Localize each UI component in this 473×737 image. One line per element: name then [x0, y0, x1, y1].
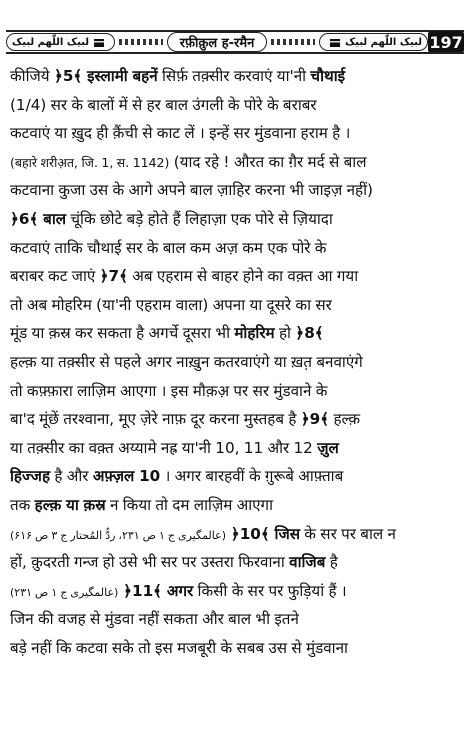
text-segment: है और: [50, 467, 93, 486]
text-segment: (1/4) सर के बालों में से हर बाल उंगली के पोरे के बराबर: [10, 95, 317, 114]
text-segment: कीजिये: [10, 67, 54, 85]
text-segment: हल्क़ या क़स्र: [34, 495, 106, 514]
text-segment: हो: [274, 324, 296, 343]
text-segment: हिज्जह: [10, 467, 51, 486]
text-segment: चौथाई: [310, 67, 346, 85]
arabic-reference: (عالمگیری ج ۱ ص ۲۳۱): [10, 585, 119, 599]
text-line: [10, 91, 463, 120]
text-segment: तो कफ़्फ़ारा लाज़िम आएगा । इस मौक़अ़ पर सर मुंडवाने के: [10, 381, 328, 400]
text-segment: ﴿5﴾: [53, 67, 88, 85]
badge-left-text: لبیک اللّٰھم لبیک: [12, 36, 89, 48]
header-row: [6, 33, 464, 51]
text-segment: है: [325, 553, 338, 572]
text-segment: अब एहराम से बाहर होने का वक़्त आ गया: [127, 267, 359, 286]
text-segment: के सर पर बाल न: [299, 524, 396, 543]
text-segment: सिर्फ़ तक़्सीर करवाएं या'नी: [157, 67, 311, 85]
text-line: [10, 377, 463, 406]
text-segment: बड़े नहीं कि कटवा सके तो इस मजबूरी के सबब उस से मुंडवाना: [10, 638, 348, 657]
text-line: [10, 291, 463, 320]
text-line: [10, 491, 463, 520]
text-line: [10, 176, 463, 205]
text-segment: हल्क़ या तक़्सीर से पहले अगर नाख़ुन कतरवाएंगे या ख़त़ बनवाएंगे: [10, 352, 363, 371]
header-decoration-left: [119, 39, 163, 45]
text-segment: न किया तो दम लाज़िम आएगा: [105, 495, 274, 514]
text-segment: किसी के सर पर फुड़ियां हैं ।: [193, 581, 347, 600]
text-segment: । अगर बारहवीं के ग़ुरूबे आफ़्ताब: [160, 467, 344, 486]
text-line: [10, 205, 463, 234]
text-line: [10, 520, 463, 549]
text-segment: तो अब मोहरिम (या'नी एहराम वाला) अपना या दूसरे का सर: [10, 295, 332, 314]
text-line: [10, 634, 463, 663]
text-line: [10, 405, 463, 434]
header-badge-left: [6, 33, 115, 51]
text-segment: वाजिब: [289, 553, 326, 572]
text-segment: ﴿11﴾ अगर: [118, 581, 194, 600]
text-segment: मोहरिम: [234, 324, 275, 343]
header-bottom-rule: [6, 52, 464, 54]
text-segment: कटवाना कुजा उस के आगे अपने बाल ज़ाहिर करना भी जाइज़ नहीं): [10, 181, 373, 200]
text-segment: ﴿7﴾: [99, 267, 128, 286]
text-segment: या तक़्सीर का वक़्त अय्यामे नह्र या'नी 10, 11 और 12: [10, 438, 318, 457]
text-segment: (याद रहे ! औरत का ग़ैर मर्द से बाल: [169, 152, 367, 171]
text-line: [10, 548, 463, 577]
text-segment: बराबर कट जाएं: [10, 267, 100, 286]
text-segment: ﴿10﴾ जिस: [226, 524, 300, 543]
page-header: [6, 30, 464, 54]
kaaba-icon: [93, 36, 105, 48]
page-number: 197: [429, 32, 463, 52]
text-segment: चूंकि छोटे बड़े होते हैं लिहाज़ा एक पोरे से ज़ियादा: [66, 209, 333, 228]
page-title: रफ़ीक़ुल ह-रमैन: [167, 32, 268, 52]
text-line: [10, 577, 463, 606]
kaaba-icon: [329, 36, 341, 48]
body-text: [10, 62, 463, 662]
text-segment: (बहारे शरीअ़त, जि. 1, स. 1142): [10, 154, 170, 170]
text-segment: अफ़्ज़ल 10: [92, 467, 161, 486]
text-line: [10, 348, 463, 377]
text-segment: ﴿8﴾: [295, 324, 324, 343]
text-line: [10, 262, 463, 291]
text-segment: हल्क़: [329, 410, 361, 429]
text-line: [10, 119, 463, 148]
text-line: [10, 434, 463, 463]
text-segment: जिन की वजह से मुंडवा नहीं सकता और बाल भी इतने: [10, 610, 299, 629]
text-line: [10, 62, 463, 91]
header-decoration-right: [271, 39, 315, 45]
text-segment: कटवाएं ताकि चौथाई सर के बाल कम अज़ कम एक पोरे के: [10, 238, 327, 257]
text-segment: हों, क़ुदरती गन्ज हो उसे भी सर पर उस्तरा फिरवाना: [10, 553, 290, 572]
text-segment: इस्लामी बहनें: [87, 67, 158, 85]
text-segment: बा'द मूंछें तरश्वाना, मूए ज़ेरे नाफ़ दूर करना मुस्तहब है: [10, 410, 301, 429]
badge-right-text: لبیک اللّٰھم لبیک: [345, 36, 423, 48]
text-line: [10, 605, 463, 634]
arabic-reference: (عالمگیری ج ۱ ص ۲۳۱، ردُّ المُحتار ج ۳ ص ۶۱۶): [10, 528, 226, 542]
text-line: [10, 462, 463, 491]
text-line: [10, 148, 463, 177]
text-segment: ﴿9﴾: [300, 410, 330, 429]
header-badge-right: [319, 33, 428, 51]
text-segment: कटवाएं या ख़ुद ही क़ैंची से काट लें । इन्हें सर मुंडवाना हराम है ।: [10, 124, 351, 143]
text-line: [10, 234, 463, 263]
text-segment: मूंड या क़स्र कर सकता है अगर्चे दूसरा भी: [10, 324, 235, 343]
text-segment: ﴿6﴾ बाल: [10, 209, 67, 228]
text-segment: तक: [10, 495, 35, 514]
text-line: [10, 319, 463, 348]
text-segment: ज़ुल: [317, 438, 339, 457]
